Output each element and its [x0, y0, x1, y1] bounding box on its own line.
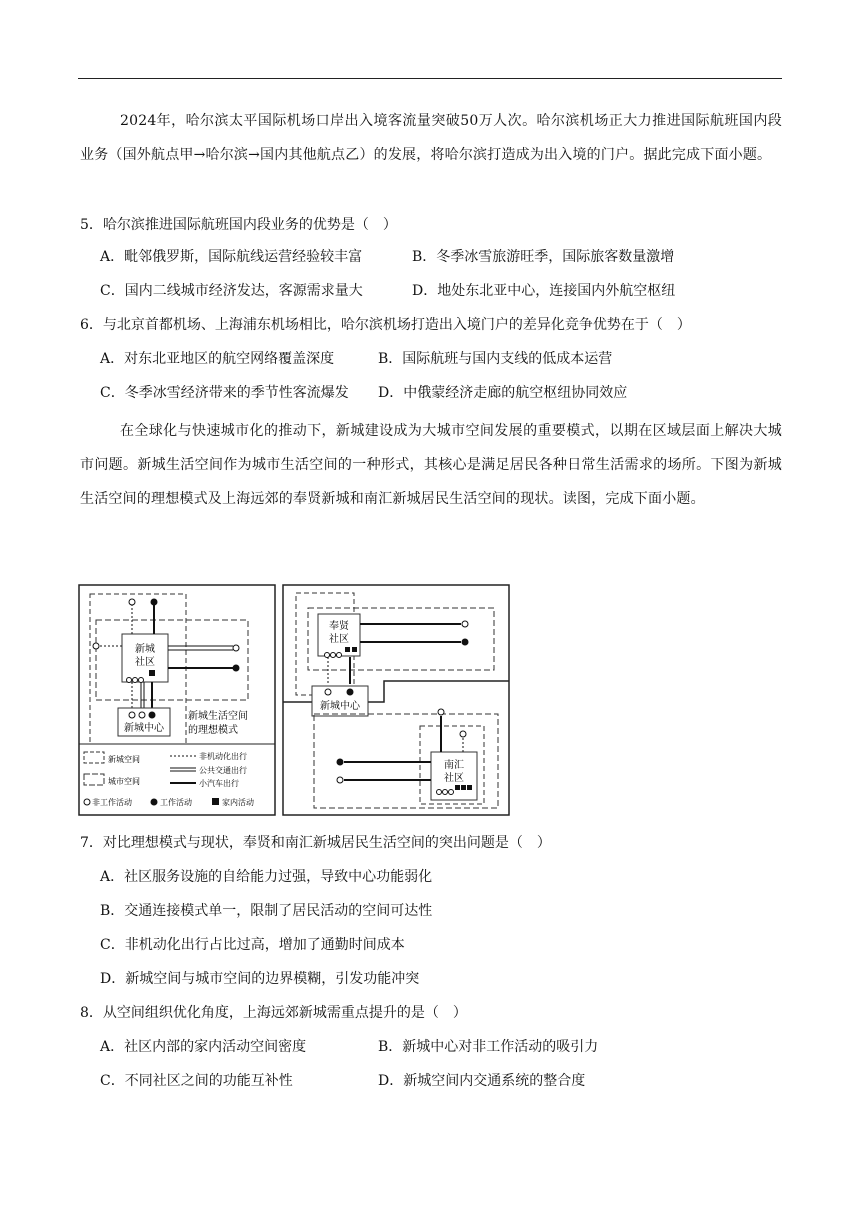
ideal-community-label-2: 社区: [135, 657, 155, 668]
question-8-option-a: A．社区内部的家内活动空间密度: [100, 1039, 307, 1055]
question-7-option-a: A．社区服务设施的自给能力过强，导致中心功能弱化: [100, 869, 433, 885]
legend-work: 工作活动: [160, 798, 192, 807]
question-5-stem: 5．哈尔滨推进国际航班国内段业务的优势是（ ）: [80, 217, 397, 233]
question-7-option-c: C．非机动化出行占比过高，增加了通勤时间成本: [100, 937, 405, 953]
question-5-option-b: B．冬季冰雪旅游旺季，国际旅客数量激增: [412, 249, 675, 265]
nonwork-activity-icon: [129, 599, 135, 605]
nanhui-label-1: 南汇: [444, 760, 464, 771]
legend-city-space: 城市空间: [108, 777, 140, 786]
fengxian-label-1: 奉贤: [329, 621, 349, 632]
passage-harbin: 2024年，哈尔滨太平国际机场口岸出入境客流量突破50万人次。哈尔滨机场正大力推进国际航班国内段业务（国外航点甲→哈尔滨→国内其他航点乙）的发展，将哈尔滨打造成为出入境的门户。据此完成下面小题。: [80, 113, 782, 163]
legend-car: 小汽车出行: [199, 779, 239, 788]
question-8-stem: 8．从空间组织优化角度，上海远郊新城需重点提升的是（ ）: [80, 1005, 467, 1021]
question-6-stem: 6．与北京首都机场、上海浦东机场相比，哈尔滨机场打造出入境门户的差异化竞争优势在于（ ）: [80, 317, 691, 333]
legend-public: 公共交通出行: [199, 766, 247, 775]
legend-newcity-space: 新城空间: [108, 755, 140, 764]
ideal-caption-2: 的理想模式: [188, 725, 238, 736]
question-8-option-b: B．新城中心对非工作活动的吸引力: [378, 1039, 599, 1055]
passage-newcity: 在全球化与快速城市化的推动下，新城建设成为大城市空间发展的重要模式，以期在区域层面上解决大城市问题。新城生活空间作为城市生活空间的一种形式，其核心是满足居民各种日常生活需求的场所。下图为新城生活空间的理想模式及上海远郊的奉贤新城和南汇新城居民生活空间的现状。读图，完成下面小题。: [80, 423, 782, 507]
question-5-option-c: C．国内二线城市经济发达，客源需求量大: [100, 283, 363, 299]
fengxian-label-2: 社区: [329, 634, 349, 645]
legend-home: 家内活动: [222, 798, 254, 807]
nonwork-activity-icon: [93, 643, 99, 649]
question-5-option-d: D．地处东北亚中心，连接国内外航空枢纽: [412, 283, 676, 299]
legend-nonmotor: 非机动化出行: [199, 752, 247, 761]
ideal-newcity-space-box: [96, 620, 248, 700]
question-8-option-c: C．不同社区之间的功能互补性: [100, 1073, 293, 1089]
newcity-figure: [78, 584, 510, 816]
ideal-caption-1: 新城生活空间: [188, 711, 248, 722]
nanhui-label-2: 社区: [444, 773, 464, 784]
work-activity-icon: [151, 599, 158, 606]
question-6-option-b: B．国际航班与国内支线的低成本运营: [378, 351, 613, 367]
ideal-center-label: 新城中心: [124, 723, 164, 734]
fengxian-center-label: 新城中心: [320, 701, 360, 712]
question-6-option-d: D．中俄蒙经济走廊的航空枢纽协同效应: [378, 385, 628, 401]
question-6-option-a: A．对东北亚地区的航空网络覆盖深度: [100, 351, 335, 367]
question-5-option-a: A．毗邻俄罗斯，国际航线运营经验较丰富: [100, 249, 363, 265]
question-7-stem: 7．对比理想模式与现状，奉贤和南汇新城居民生活空间的突出问题是（ ）: [80, 835, 551, 851]
home-activity-icon: [149, 670, 155, 676]
question-7-option-d: D．新城空间与城市空间的边界模糊，引发功能冲突: [100, 971, 420, 987]
header-rule: [78, 78, 782, 79]
legend-nonwork: 非工作活动: [92, 798, 132, 807]
question-8-option-d: D．新城空间内交通系统的整合度: [378, 1073, 586, 1089]
question-6-option-c: C．冬季冰雪经济带来的季节性客流爆发: [100, 385, 349, 401]
question-7-option-b: B．交通连接模式单一，限制了居民活动的空间可达性: [100, 903, 433, 919]
work-activity-icon: [233, 665, 240, 672]
ideal-community-label-1: 新城: [135, 644, 155, 655]
nonwork-activity-icon: [233, 645, 239, 651]
